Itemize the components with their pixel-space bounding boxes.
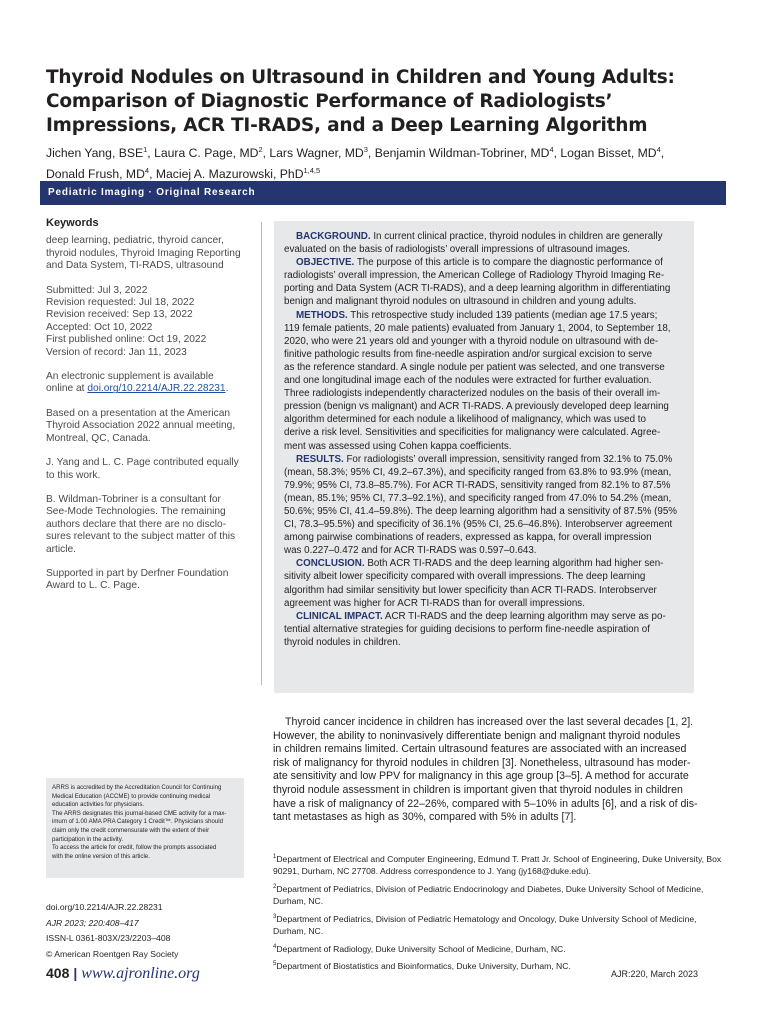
keywords-list (46, 235, 254, 272)
abstract-section-background (284, 230, 685, 256)
note-line: See-Mode Technologies. The remaining (46, 506, 226, 518)
abstract-text: was 0.227–0.472 and for ACR TI-RADS was 0.597–0.643. (284, 545, 537, 557)
body-text-line: However, the ability to noninvasively differentiate benign and malignant thyroid nodules (273, 729, 681, 742)
abstract-line (284, 361, 685, 374)
keywords-line: deep learning, pediatric, thyroid cancer, (46, 235, 224, 247)
affiliation-text: Department of Pediatrics, Division of Pediatric Endocrinology and Diabetes, Duke University School of Medicine, (276, 883, 704, 894)
cme-line: Medical Education (ACCME) to provide continuing medical (52, 792, 211, 800)
abstract-line (284, 453, 685, 466)
abstract-line (284, 544, 685, 557)
author-name: Logan Bisset, MD (560, 146, 657, 161)
abstract-line (284, 505, 685, 518)
supplement-line: An electronic supplement is available (46, 371, 214, 383)
abstract-text: among pairwise combinations of readers, expressed as kappa, for overall impression (284, 532, 652, 544)
abstract-line (284, 374, 685, 387)
author-name: Benjamin Wildman-Tobriner, MD (374, 146, 550, 161)
affiliation-text: 90291, Durham, NC 27708. Address correspondence to J. Yang (jy168@duke.edu). (273, 865, 591, 876)
page-footer (46, 965, 200, 983)
affiliation-line (273, 911, 713, 925)
affiliation-line (273, 851, 722, 865)
note-line: Award to L. C. Page. (46, 580, 140, 592)
cme-line: To access the article for credit, follow the prompts associated (52, 844, 217, 852)
affiliation-number: 3 (273, 913, 277, 920)
introduction-paragraph (273, 716, 703, 825)
supplement-note (46, 371, 254, 396)
abstract-line (284, 413, 685, 426)
citation-text: AJR 2023; 220:408–417 (46, 917, 139, 928)
note-line: Montreal, QC, Canada. (46, 432, 151, 444)
abstract-line (284, 440, 685, 453)
abstract-text: For radiologists’ overall impression, sensitivity ranged from 32.1% to 75.0% (346, 453, 673, 465)
author-separator: , (149, 167, 156, 182)
abstract-text: finitive pathologic results from fine-needle aspiration and/or surgical excision to serve (284, 348, 653, 360)
author-affiliation-mark: 4 (144, 166, 150, 176)
supplement-prefix: online at (46, 383, 88, 395)
abstract-text: This retrospective study included 139 patients (median age 17.5 years; (350, 309, 658, 321)
abstract-text: Both ACR TI-RADS and the deep learning algorithm had higher sen- (367, 558, 664, 570)
body-text-line: in children remains limited. Certain ultrasound features are associated with an increased (273, 743, 687, 756)
abstract-text: and one longitudinal image each of the nodules were extracted for further evaluation. (284, 375, 652, 387)
keywords-heading: Keywords (46, 217, 99, 229)
author-separator: , (660, 146, 665, 161)
affiliation-item (273, 941, 713, 955)
note-line: Thyroid Association 2022 annual meeting, (46, 420, 236, 432)
funding-note (46, 568, 254, 593)
abstract-line (284, 623, 685, 636)
article-title (46, 66, 736, 138)
article-doi: doi.org/10.2214/AJR.22.28231 (46, 902, 163, 912)
abstract-line (284, 479, 685, 492)
author-line-1 (46, 141, 736, 162)
abstract-text: sitivity albeit lower specificity compared with overall impressions. The deep learning (284, 571, 646, 583)
journal-issue: AJR:220, March 2023 (611, 969, 699, 979)
body-text-line: ate sensitivity and low PPV for malignancy in this age group [3–5]. A method for accurate (273, 770, 689, 783)
abstract-section-methods (284, 309, 685, 453)
publication-info (46, 900, 246, 962)
affiliation-number: 5 (273, 961, 277, 968)
affiliation-item (273, 851, 722, 877)
author-name: Lars Wagner, MD (269, 146, 364, 161)
affiliation-number: 2 (273, 883, 277, 890)
note-line: article. (46, 543, 77, 555)
cme-line: The ARRS designates this journal-based CME activity for a max- (52, 809, 227, 817)
affiliation-text: Department of Biostatistics and Bioinformatics, Duke University, Durham, NC. (276, 961, 571, 972)
note-line: to this work. (46, 469, 101, 481)
presentation-note (46, 408, 254, 445)
affiliations-list (273, 851, 722, 976)
body-text-line: risk of malignancy for thyroid nodules in children [3]. Nonetheless, ultrasound has moder- (273, 756, 691, 769)
abstract-text: as the reference standard. A single nodule per patient was selected, and one transverse (284, 361, 665, 373)
abstract-line (284, 309, 685, 322)
abstract-line (284, 400, 685, 413)
date-submitted: Submitted: Jul 3, 2022 (46, 284, 148, 296)
abstract-text: The purpose of this article is to compare the diagnostic performance of (356, 257, 663, 269)
keywords-line: thyroid nodules, Thyroid Imaging Reporting (46, 247, 241, 259)
affiliation-text: Department of Pediatrics, Division of Pediatric Hematology and Oncology, Duke University School of Medicine, (276, 913, 697, 924)
body-text-line: thyroid nodule assessment in children is important given that thyroid nodules in children (273, 783, 683, 796)
supplement-suffix: . (225, 383, 229, 395)
abstract-line (284, 597, 685, 610)
column-divider (261, 222, 262, 685)
abstract-text: 119 female patients, 20 male patients) evaluated from January 1, 2004, to September 18, (284, 322, 671, 334)
abstract-section-results (284, 453, 685, 558)
affiliation-item (273, 911, 713, 937)
abstract-text: algorithm had similar sensitivity but lower specificity than ACR TI-RADS. Interobserver (284, 584, 657, 596)
abstract-line (284, 282, 685, 295)
note-line: Supported in part by Derfner Foundation (46, 567, 229, 579)
affiliation-text: Department of Electrical and Computer Engineering, Edmund T. Pratt Jr. School of Engineering, Duke University, Box (276, 853, 722, 864)
abstract-line (284, 492, 685, 505)
abstract-text: (mean, 58.3%; 95% CI, 49.2–67.3%), and specificity ranged from 63.8% to 93.9% (mean, (284, 466, 672, 478)
footer-separator: | (73, 965, 78, 981)
affiliation-line (273, 925, 713, 937)
cme-line: claim only the credit commensurate with the extent of their (52, 826, 210, 834)
abstract-text: pression (benign vs malignant) and ACR TI-RADS. A previously developed deep learning (284, 401, 669, 413)
abstract-line (284, 610, 685, 623)
cme-line: with the online version of this article. (52, 852, 150, 860)
abstract-text: 50.6%; 95% CI, 41.4–59.8%). The deep learning algorithm had a sensitivity of 87.5% (95% (284, 505, 678, 517)
abstract-text: agreement was higher for ACR TI-RADS than for overall impressions. (284, 597, 585, 609)
abstract-line (284, 426, 685, 439)
abstract-label: OBJECTIVE. (296, 257, 355, 269)
abstract-text: Three radiologists independently characterized nodules on the basis of their overall im- (284, 388, 661, 400)
copyright: © American Roentgen Ray Society (46, 948, 179, 959)
note-line: B. Wildman-Tobriner is a consultant for (46, 493, 221, 505)
contribution-note (46, 457, 254, 482)
page-number: 408 (46, 965, 70, 981)
cme-line: education activities for physicians. (52, 801, 145, 809)
section-banner: Pediatric Imaging · Original Research (40, 181, 726, 205)
author-separator: , (367, 146, 375, 161)
abstract-line (284, 230, 685, 243)
abstract-line (284, 322, 685, 335)
affiliation-number: 4 (273, 943, 277, 950)
author-line-2 (46, 162, 736, 183)
author-separator: , (553, 146, 561, 161)
author-name: Laura C. Page, MD (154, 146, 259, 161)
abstract-line (284, 531, 685, 544)
cme-line: participation in the activity. (52, 835, 124, 843)
abstract-text: ACR TI-RADS and the deep learning algorithm may serve as po- (384, 610, 666, 622)
abstract-label: CONCLUSION. (296, 558, 365, 570)
abstract-section-objective (284, 256, 685, 308)
abstract-text: ment was assessed using Cohen kappa coefficients. (284, 440, 512, 452)
supplement-link[interactable]: doi.org/10.2214/AJR.22.28231 (87, 383, 226, 395)
journal-website-link[interactable]: www.ajronline.org (81, 965, 200, 982)
abstract-line (284, 570, 685, 583)
abstract-section-conclusion (284, 557, 685, 609)
author-affiliation-mark: 3 (363, 145, 368, 154)
abstract-line (284, 335, 685, 348)
abstract-text: porting and Data System (ACR TI-RADS), and a deep learning algorithm in differentiating (284, 283, 671, 295)
affiliation-line (273, 865, 713, 877)
abstract-text: radiologists’ overall impression, the American College of Radiology Thyroid Imaging Re- (284, 270, 665, 282)
author-list (46, 141, 736, 183)
abstract-text: benign and malignant thyroid nodules on ultrasound in children and young adults. (284, 296, 637, 308)
abstract-label: METHODS. (296, 309, 348, 321)
affiliation-text: Department of Radiology, Duke University School of Medicine, Durham, NC. (276, 943, 566, 954)
note-line: J. Yang and L. C. Page contributed equally (46, 457, 239, 469)
author-separator: , (262, 146, 270, 161)
abstract-text: derive a risk level. Sensitivities and specificities for malignancy were calculated. Agree- (284, 427, 661, 439)
abstract-line (284, 295, 685, 308)
note-line: authors declare that there are no disclo- (46, 518, 227, 530)
title-line: Thyroid Nodules on Ultrasound in Children and Young Adults: (46, 67, 675, 88)
conflict-of-interest-note (46, 494, 254, 556)
date-revision-received: Revision received: Sep 13, 2022 (46, 309, 193, 321)
abstract-text: CI, 78.3–95.5%) and specificity of 36.1% (95% CI, 25.6–46.8%). Interobserver agreement (284, 519, 673, 531)
author-affiliation-mark: 2 (258, 145, 263, 154)
author-name: Maciej A. Mazurowski, PhD (155, 167, 304, 182)
abstract-section-clinicalimpact (284, 610, 685, 649)
abstract-line (284, 518, 685, 531)
author-affiliation-mark: 4 (549, 145, 554, 154)
date-accepted: Accepted: Oct 10, 2022 (46, 321, 153, 333)
abstract-text: tential alternative strategies for guiding decisions to perform fine-needle aspiration of (284, 623, 650, 635)
author-affiliation-mark: 4 (656, 145, 661, 154)
affiliation-text: Durham, NC. (273, 925, 324, 936)
abstract-label: RESULTS. (296, 453, 344, 465)
cme-credit-box (46, 778, 244, 878)
affiliation-item (273, 881, 713, 907)
date-revision-requested: Revision requested: Jul 18, 2022 (46, 297, 195, 309)
body-text-line: Thyroid cancer incidence in children has increased over the last several decades [1, 2]. (285, 716, 694, 728)
abstract-line (284, 557, 685, 570)
abstract-line (284, 243, 685, 256)
affiliation-line (273, 895, 713, 907)
title-line: Impressions, ACR TI-RADS, and a Deep Learning Algorithm (46, 115, 648, 136)
abstract-text: algorithm determined for each nodule a likelihood of malignancy, which was used to (284, 414, 646, 426)
body-text-line: have a risk of malignancy of 22–26%, compared with 5–10% in adults [6], and a risk of dis- (273, 797, 698, 810)
article-sidebar (46, 217, 254, 605)
affiliation-line (273, 941, 713, 955)
note-line: sures relevant to the subject matter of this (46, 531, 236, 543)
supplement-line (46, 383, 228, 394)
abstract-label: BACKGROUND. (296, 231, 371, 242)
abstract-line (284, 636, 685, 649)
author-affiliation-mark: 1 (143, 145, 148, 154)
abstract-text: thyroid nodules in children. (284, 636, 401, 648)
affiliation-line (273, 881, 713, 895)
abstract-text: (mean, 85.1%; 95% CI, 77.3–92.1%), and specificity ranged from 47.0% to 54.2% (mean, (284, 492, 672, 504)
affiliation-number: 1 (273, 854, 277, 860)
abstract-text: In current clinical practice, thyroid nodules in children are generally (373, 231, 663, 242)
abstract-line (284, 348, 685, 361)
affiliation-text: Durham, NC. (273, 895, 324, 906)
abstract-line (284, 584, 685, 597)
abstract-label: CLINICAL IMPACT. (296, 610, 383, 622)
abstract-line (284, 269, 685, 282)
abstract-line (284, 387, 685, 400)
abstract-box (274, 221, 694, 693)
abstract-text: evaluated on the basis of radiologists’ overall impressions of ultrasound images. (284, 244, 630, 256)
author-affiliation-mark: 1,4,5 (303, 166, 321, 176)
date-first-published: First published online: Oct 19, 2022 (46, 334, 207, 346)
author-name: Donald Frush, MD (46, 167, 145, 182)
issn: ISSN-L 0361-803X/23/2203–408 (46, 933, 171, 944)
cme-line: ARRS is accredited by the Accreditation Council for Continuing (52, 784, 222, 791)
abstract-text: 79.9%; 95% CI, 73.8–85.7%). For ACR TI-RADS, sensitivity ranged from 82.1% to 87.5% (284, 479, 671, 491)
abstract-line (284, 256, 685, 269)
note-line: Based on a presentation at the American (46, 407, 231, 419)
abstract-text: 2020, who were 21 years old and younger with a thyroid nodule on ultrasound with de- (284, 335, 659, 347)
body-text-line: tant metastases as high as 30%, compared with 5% in adults [7]. (273, 811, 577, 824)
abstract-line (284, 466, 685, 479)
date-version-of-record: Version of record: Jan 11, 2023 (46, 346, 187, 358)
author-name: Jichen Yang, BSE (46, 146, 144, 161)
keywords-line: and Data System, TI-RADS, ultrasound (46, 260, 224, 272)
journal-citation (46, 916, 246, 932)
title-line: Comparison of Diagnostic Performance of Radiologists’ (46, 91, 613, 112)
author-separator: , (147, 146, 155, 161)
publication-dates (46, 285, 254, 359)
cme-line: imum of 1.00 AMA PRA Category 1 Credit™. Physicians should (52, 818, 224, 826)
